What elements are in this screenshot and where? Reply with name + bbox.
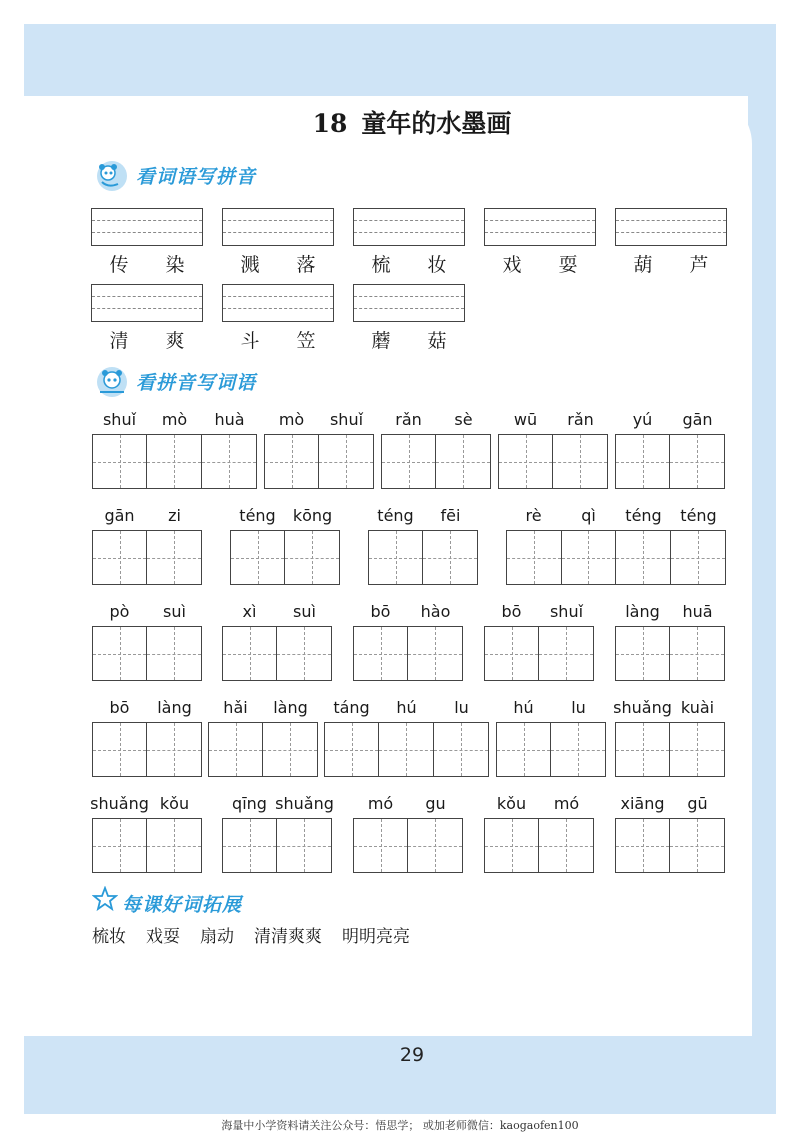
- writing-cell[interactable]: [670, 435, 724, 488]
- section-label: 看词语写拼音: [136, 165, 257, 188]
- pinyin-syllable: xiāng: [620, 794, 665, 813]
- writing-cell[interactable]: [265, 435, 319, 488]
- writing-cell[interactable]: [670, 627, 724, 680]
- writing-cell[interactable]: [616, 723, 670, 776]
- pinyin-syllable: téng: [680, 506, 717, 525]
- pinyin-label-group: [92, 698, 202, 718]
- pinyin-label-group: [615, 602, 725, 622]
- extension-word-list: [92, 922, 410, 947]
- writing-cell[interactable]: [223, 819, 277, 872]
- writing-cell[interactable]: [147, 723, 201, 776]
- character-grid: [92, 722, 202, 777]
- character: 妆: [427, 254, 447, 276]
- character-grid: [615, 818, 725, 873]
- character-grid: [92, 626, 202, 681]
- pinyin-syllable: téng: [377, 506, 414, 525]
- writing-cell[interactable]: [485, 819, 539, 872]
- writing-cell[interactable]: [354, 819, 408, 872]
- writing-cell[interactable]: [202, 435, 256, 488]
- character: 菇: [427, 330, 447, 352]
- character-grid: [222, 626, 332, 681]
- pinyin-syllable: rǎn: [395, 410, 422, 429]
- writing-cell[interactable]: [507, 531, 562, 584]
- pinyin-syllable: làng: [157, 698, 192, 717]
- pinyin-label-group: [615, 410, 725, 430]
- writing-cell[interactable]: [369, 531, 423, 584]
- pinyin-answer-box[interactable]: [484, 208, 596, 246]
- character-grid: [506, 530, 726, 585]
- writing-cell[interactable]: [231, 531, 285, 584]
- writing-cell[interactable]: [670, 819, 724, 872]
- writing-cell[interactable]: [147, 819, 201, 872]
- pinyin-answer-box[interactable]: [91, 208, 203, 246]
- character-grid: [92, 434, 257, 489]
- pinyin-syllable: gu: [425, 794, 446, 813]
- pinyin-syllable: hú: [513, 698, 534, 717]
- character: 梳: [371, 254, 391, 276]
- character-grid: [498, 434, 608, 489]
- pinyin-answer-box[interactable]: [91, 284, 203, 322]
- vocabulary-word: [353, 250, 465, 277]
- pinyin-label-group: [496, 698, 606, 718]
- pinyin-label-group: [222, 602, 332, 622]
- section-label: 每课好词拓展: [122, 893, 243, 916]
- character-grid: [264, 434, 374, 489]
- panda-icon: [92, 364, 132, 398]
- pinyin-syllable: gān: [104, 506, 135, 525]
- pinyin-label-group: [353, 794, 463, 814]
- pinyin-syllable: téng: [625, 506, 662, 525]
- pinyin-label-group: [92, 410, 257, 430]
- pinyin-syllable: làng: [625, 602, 660, 621]
- pinyin-syllable: bō: [501, 602, 522, 621]
- pinyin-syllable: kōng: [292, 506, 333, 525]
- pinyin-syllable: suì: [293, 602, 316, 621]
- writing-cell[interactable]: [379, 723, 433, 776]
- section-label: 看拼音写词语: [136, 371, 257, 394]
- pinyin-syllable: làng: [273, 698, 308, 717]
- pinyin-syllable: wū: [513, 410, 538, 429]
- pinyin-syllable: fēi: [440, 506, 461, 525]
- pinyin-answer-box[interactable]: [615, 208, 727, 246]
- pinyin-label-group: [368, 506, 478, 526]
- pinyin-syllable: kǒu: [159, 794, 190, 813]
- pinyin-label-group: [506, 506, 726, 526]
- vocabulary-word: [353, 326, 465, 353]
- pinyin-syllable: hào: [420, 602, 451, 621]
- pinyin-syllable: shuǐ: [549, 602, 584, 621]
- character-grid: [230, 530, 340, 585]
- vocabulary-word: [222, 250, 334, 277]
- writing-cell[interactable]: [562, 531, 617, 584]
- pinyin-syllable: huà: [214, 410, 245, 429]
- writing-cell[interactable]: [147, 627, 201, 680]
- character: 戏: [502, 254, 522, 276]
- pinyin-syllable: hǎi: [223, 698, 248, 717]
- pinyin-syllable: shuǎng: [275, 794, 334, 813]
- pinyin-syllable: yú: [632, 410, 653, 429]
- character-grid: [484, 818, 594, 873]
- character: 耍: [558, 254, 578, 276]
- pinyin-label-group: [615, 698, 725, 718]
- pinyin-syllable: lu: [454, 698, 469, 717]
- pinyin-syllable: xì: [242, 602, 257, 621]
- character-grid: [92, 530, 202, 585]
- writing-cell[interactable]: [616, 435, 670, 488]
- writing-cell[interactable]: [670, 723, 724, 776]
- writing-cell[interactable]: [408, 819, 462, 872]
- pinyin-syllable: zi: [168, 506, 181, 525]
- pinyin-label-group: [92, 602, 202, 622]
- character: 笠: [296, 330, 316, 352]
- writing-cell[interactable]: [408, 627, 462, 680]
- pinyin-label-group: [484, 602, 594, 622]
- page-number: 29: [399, 1044, 425, 1066]
- writing-cell[interactable]: [616, 627, 670, 680]
- writing-cell[interactable]: [434, 723, 488, 776]
- section-heading-pinyin: [92, 158, 256, 192]
- pinyin-label-group: [484, 794, 594, 814]
- pinyin-label-group: [222, 794, 332, 814]
- character: 清: [109, 330, 129, 352]
- pinyin-syllable: pò: [109, 602, 130, 621]
- pinyin-label-group: [92, 506, 202, 526]
- character: 斗: [240, 330, 260, 352]
- writing-cell[interactable]: [551, 723, 605, 776]
- writing-cell[interactable]: [671, 531, 726, 584]
- pinyin-syllable: mó: [367, 794, 394, 813]
- pinyin-syllable: táng: [333, 698, 370, 717]
- character: 蘑: [371, 330, 391, 352]
- pinyin-label-group: [381, 410, 491, 430]
- pinyin-syllable: lu: [571, 698, 586, 717]
- pinyin-label-group: [230, 506, 340, 526]
- character: 落: [296, 254, 316, 276]
- writing-cell[interactable]: [147, 531, 201, 584]
- character-grid: [615, 626, 725, 681]
- character: 溅: [240, 254, 260, 276]
- character-grid: [324, 722, 489, 777]
- writing-cell[interactable]: [209, 723, 263, 776]
- pinyin-syllable: mò: [278, 410, 305, 429]
- writing-cell[interactable]: [616, 531, 671, 584]
- pinyin-syllable: mò: [161, 410, 188, 429]
- pinyin-label-group: [264, 410, 374, 430]
- character-grid: [353, 626, 463, 681]
- character-grid: [368, 530, 478, 585]
- character-grid: [484, 626, 594, 681]
- writing-cell[interactable]: [277, 627, 331, 680]
- pinyin-label-group: [324, 698, 489, 718]
- extension-word: 戏耍: [146, 927, 180, 947]
- pinyin-syllable: hú: [396, 698, 417, 717]
- vocabulary-word: [91, 250, 203, 277]
- pinyin-syllable: shuǐ: [329, 410, 364, 429]
- extension-word: 清清爽爽: [254, 927, 322, 947]
- writing-cell[interactable]: [382, 435, 436, 488]
- lesson-number: 18: [312, 109, 348, 138]
- star-icon: [92, 886, 118, 920]
- pinyin-label-group: [615, 794, 725, 814]
- pinyin-syllable: shuǎng: [90, 794, 149, 813]
- writing-cell[interactable]: [485, 627, 539, 680]
- pinyin-syllable: shuǐ: [102, 410, 137, 429]
- writing-cell[interactable]: [93, 627, 147, 680]
- page-title: [0, 104, 800, 140]
- lesson-title: 童年的水墨画: [361, 109, 512, 138]
- writing-cell[interactable]: [436, 435, 490, 488]
- writing-cell[interactable]: [223, 627, 277, 680]
- pinyin-syllable: gān: [682, 410, 713, 429]
- pinyin-label-group: [498, 410, 608, 430]
- pinyin-syllable: shuǎng: [613, 698, 672, 717]
- section-heading-words: [92, 364, 256, 398]
- writing-cell[interactable]: [616, 819, 670, 872]
- pinyin-syllable: rè: [525, 506, 542, 525]
- pinyin-answer-box[interactable]: [222, 284, 334, 322]
- pinyin-label-group: [92, 794, 202, 814]
- vocabulary-word: [615, 250, 727, 277]
- footer-note: 海量中小学资料请关注公众号：悟思学； 或加老师微信：kaogaofen100: [221, 1119, 579, 1132]
- character-grid: [615, 722, 725, 777]
- character: 爽: [165, 330, 185, 352]
- panda-icon: [92, 158, 132, 192]
- pinyin-syllable: mó: [553, 794, 580, 813]
- pinyin-answer-box[interactable]: [353, 208, 465, 246]
- writing-cell[interactable]: [93, 531, 147, 584]
- pinyin-syllable: bō: [109, 698, 130, 717]
- writing-cell[interactable]: [553, 435, 607, 488]
- writing-cell[interactable]: [354, 627, 408, 680]
- page-frame-right: [748, 24, 776, 1114]
- pinyin-syllable: gū: [687, 794, 708, 813]
- writing-cell[interactable]: [93, 723, 147, 776]
- pinyin-syllable: qì: [581, 506, 596, 525]
- vocabulary-word: [222, 326, 334, 353]
- pinyin-label-group: [208, 698, 318, 718]
- pinyin-syllable: huā: [682, 602, 713, 621]
- pinyin-syllable: kǒu: [496, 794, 527, 813]
- pinyin-syllable: sè: [454, 410, 473, 429]
- pinyin-syllable: rǎn: [567, 410, 594, 429]
- vocabulary-word: [484, 250, 596, 277]
- writing-cell[interactable]: [423, 531, 477, 584]
- pinyin-answer-box[interactable]: [353, 284, 465, 322]
- writing-cell[interactable]: [539, 819, 593, 872]
- character: 芦: [689, 254, 709, 276]
- character: 传: [109, 254, 129, 276]
- writing-cell[interactable]: [499, 435, 553, 488]
- character-grid: [353, 818, 463, 873]
- pinyin-syllable: kuài: [680, 698, 715, 717]
- character: 染: [165, 254, 185, 276]
- writing-cell[interactable]: [277, 819, 331, 872]
- character-grid: [92, 818, 202, 873]
- extension-word: 梳妆: [92, 927, 126, 947]
- writing-cell[interactable]: [93, 435, 147, 488]
- pinyin-label-group: [353, 602, 463, 622]
- character-grid: [222, 818, 332, 873]
- extension-word: 扇动: [200, 927, 234, 947]
- writing-cell[interactable]: [497, 723, 551, 776]
- pinyin-answer-box[interactable]: [222, 208, 334, 246]
- writing-cell[interactable]: [325, 723, 379, 776]
- character-grid: [496, 722, 606, 777]
- writing-cell[interactable]: [319, 435, 373, 488]
- pinyin-syllable: bō: [370, 602, 391, 621]
- character-grid: [208, 722, 318, 777]
- character-grid: [381, 434, 491, 489]
- writing-cell[interactable]: [285, 531, 339, 584]
- page-frame-top: [24, 24, 776, 96]
- pinyin-syllable: téng: [239, 506, 276, 525]
- writing-cell[interactable]: [147, 435, 201, 488]
- character: 葫: [633, 254, 653, 276]
- writing-cell[interactable]: [263, 723, 317, 776]
- extension-word: 明明亮亮: [342, 927, 410, 947]
- writing-cell[interactable]: [93, 819, 147, 872]
- pinyin-syllable: qīng: [232, 794, 267, 813]
- writing-cell[interactable]: [539, 627, 593, 680]
- vocabulary-word: [91, 326, 203, 353]
- character-grid: [615, 434, 725, 489]
- section-heading-extension: [92, 886, 242, 920]
- pinyin-syllable: suì: [163, 602, 186, 621]
